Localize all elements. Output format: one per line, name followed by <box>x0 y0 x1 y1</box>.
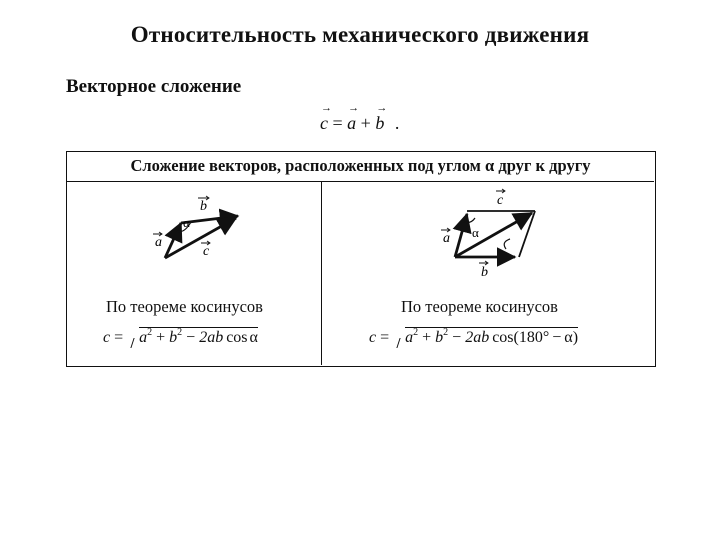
vector-a: → a <box>347 113 356 134</box>
vector-addition-table <box>66 151 656 367</box>
angle-arc-bottom <box>504 239 510 249</box>
left-cosine-formula: $c = a^2 + b^2 - 2ab$ cos α <box>103 327 258 346</box>
label-alpha: α <box>472 225 479 240</box>
table-header: Сложение векторов, расположенных под углом α друг к другу <box>130 156 591 175</box>
period: . <box>394 113 400 133</box>
plus-sign: + <box>360 113 371 133</box>
vector-b: → b <box>375 113 384 134</box>
vector-c: → c <box>320 113 328 134</box>
right-caption: По теореме косинусов <box>401 297 558 316</box>
section-subtitle: Векторное сложение <box>66 76 242 97</box>
label-c: c <box>497 193 504 208</box>
right-cosine-formula: $c = a^2 + b^2 - 2ab$ cos(180° − α) <box>369 327 579 346</box>
label-c: c <box>203 244 210 259</box>
slide-title: Относительность механического движения <box>130 22 590 47</box>
label-a: a <box>155 235 162 250</box>
left-caption: По теореме косинусов <box>106 297 263 316</box>
label-b: b <box>481 265 488 280</box>
label-b: b <box>200 199 207 214</box>
triangle-rule-diagram <box>67 152 321 292</box>
label-alpha: α <box>183 215 190 230</box>
equals-sign: = <box>332 113 343 133</box>
label-a: a <box>443 231 450 246</box>
vector-sum-formula <box>320 113 399 134</box>
parallelogram-rule-diagram <box>321 152 654 292</box>
